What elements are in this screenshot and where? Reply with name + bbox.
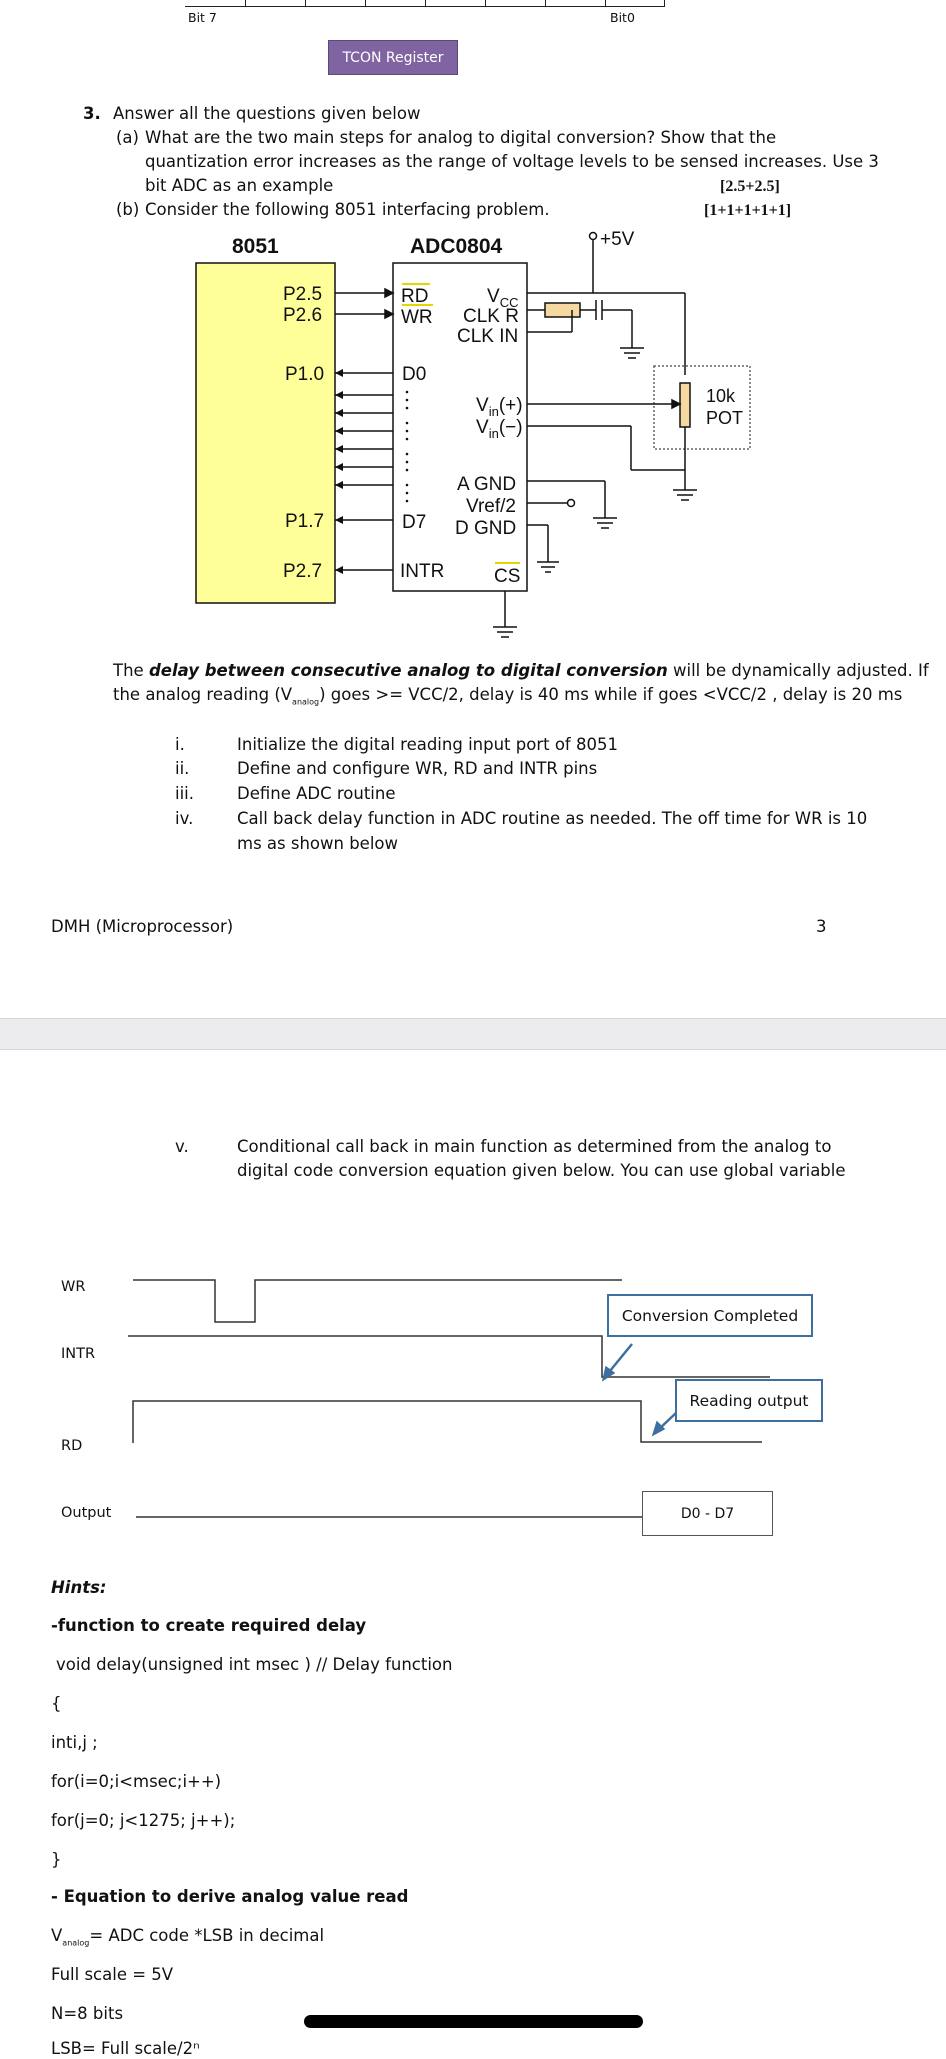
code-line-6: } [51, 1850, 62, 1869]
bit7-label: Bit 7 [188, 10, 217, 25]
pin-cs: CS [494, 566, 521, 587]
task-2-text: Define and configure WR, RD and INTR pins [237, 759, 598, 778]
pin-p27: P2.7 [283, 561, 323, 582]
bit0-label: Bit0 [610, 10, 635, 25]
hints-title: Hints: [51, 1578, 107, 1597]
pin-d0: D0 [402, 364, 427, 385]
pin-d7: D7 [402, 512, 427, 533]
page-number: 3 [816, 917, 827, 936]
task-3-text: Define ADC routine [237, 784, 396, 803]
supply-label: +5V [600, 229, 635, 250]
part-a-line3: bit ADC as an example [145, 176, 334, 195]
task-3-num: iii. [175, 784, 194, 803]
question-title: Answer all the questions given below [113, 104, 421, 123]
data-output-box: D0 - D7 [642, 1491, 773, 1536]
timing-output-label: Output [61, 1505, 112, 1521]
timing-wr-label: WR [61, 1279, 86, 1295]
reading-output-callout: Reading output [675, 1379, 823, 1422]
part-b-marks: [1+1+1+1+1] [704, 202, 792, 219]
part-b-text: Consider the following 8051 interfacing problem. [145, 200, 550, 219]
page-footer-course: DMH (Microprocessor) [51, 917, 234, 936]
pot-value: 10k [706, 386, 736, 406]
pin-vin-plus: $V_{in}(+)$ [476, 395, 523, 419]
delay-line2: the analog reading $(V_{analog})$ goes >= VCC/2, delay is 40 ms while if goes <VCC/2 , delay is 20 ms [113, 685, 903, 707]
code-line-4: for(i=0;i<msec;i++) [51, 1772, 222, 1791]
part-a-label: (a) [116, 128, 139, 147]
equation-vanalog: $V_{analog}=$ ADC code *LSB in decimal [51, 1926, 325, 1948]
task-4-text: Call back delay function in ADC routine as needed. The off time for WR is 10 [237, 809, 868, 828]
part-a-marks: [2.5+2.5] [720, 178, 780, 195]
pot-label: POT [706, 408, 744, 428]
interfacing-circuit-diagram [0, 0, 946, 660]
task-4-continuation: ms as shown below [237, 834, 399, 853]
pin-dgnd: D GND [455, 518, 517, 539]
task-4-num: iv. [175, 809, 194, 828]
hint-function-heading: -function to create required delay [51, 1616, 367, 1635]
home-indicator[interactable] [304, 2015, 643, 2028]
part-a-line1: What are the two main steps for analog to digital conversion? Show that the [145, 128, 777, 147]
code-line-3: inti,j ; [51, 1733, 98, 1752]
timing-intr-label: INTR [61, 1346, 96, 1362]
pin-clkin: CLK IN [457, 326, 519, 347]
task-1-num: i. [175, 735, 185, 754]
part-b-label: (b) [116, 200, 140, 219]
pin-wr: WR [401, 307, 433, 328]
pin-p25: P2.5 [283, 284, 323, 305]
code-line-5: for(j=0; j<1275; j++); [51, 1811, 236, 1830]
pin-p26: P2.6 [283, 305, 323, 326]
timing-rd-label: RD [61, 1438, 83, 1454]
delay-line1: The delay between consecutive analog to digital conversion will be dynamically adjusted. If [113, 661, 929, 680]
equation-fullscale: Full scale = 5V [51, 1965, 174, 1984]
pin-p17: P1.7 [285, 511, 325, 532]
pin-p10: P1.0 [285, 364, 325, 385]
task-1-text: Initialize the digital reading input port of 8051 [237, 735, 618, 754]
pin-agnd: A GND [457, 474, 517, 495]
tcon-register-label: TCON Register [328, 40, 458, 75]
task-5-line1: Conditional call back in main function as determined from the analog to [237, 1137, 832, 1156]
equation-nbits: N=8 bits [51, 2004, 124, 2023]
pin-intr: INTR [400, 561, 445, 582]
equation-lsb: LSB= Full scale/2ⁿ [51, 2039, 200, 2058]
page-separator [0, 1018, 946, 1050]
adc-title: ADC0804 [410, 235, 503, 258]
pin-vcc: $V_{CC}$ [487, 286, 519, 310]
part-a-line2: quantization error increases as the range of voltage levels to be sensed increases. Use 3 [145, 152, 879, 171]
pin-vin-minus: $V_{in}(-)$ [476, 417, 523, 441]
task-5-line2: digital code conversion equation given below. You can use global variable [237, 1161, 846, 1180]
code-line-1: void delay(unsigned int msec ) // Delay function [56, 1655, 453, 1674]
task-2-num: ii. [175, 759, 190, 778]
question-number: 3. [83, 104, 101, 123]
mcu-title: 8051 [232, 235, 279, 258]
task-5-num: v. [175, 1137, 189, 1156]
conversion-completed-callout: Conversion Completed [607, 1294, 813, 1337]
pin-vref: Vref/2 [466, 496, 516, 517]
pin-clkr: CLK R [463, 306, 519, 327]
pin-rd: RD [401, 286, 429, 307]
code-line-2: { [51, 1694, 62, 1713]
hint-equation-heading: - Equation to derive analog value read [51, 1887, 409, 1906]
